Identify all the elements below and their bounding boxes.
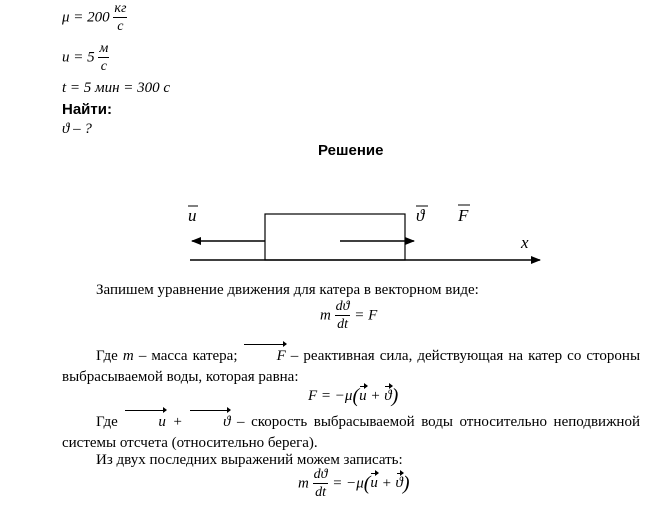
- p3-where: Где: [96, 414, 118, 430]
- equation-2: F = −μ(u + ϑ): [308, 385, 399, 407]
- eq1-fraction: [335, 300, 351, 332]
- eq2-u: u: [359, 388, 367, 404]
- given-mu-den: с: [117, 19, 124, 34]
- paragraph-2: [62, 346, 640, 388]
- solution-heading: Решение: [318, 142, 384, 159]
- eq1-den: dt: [337, 317, 348, 332]
- find-label: Найти:: [62, 101, 112, 118]
- p3-u: u: [124, 412, 166, 433]
- given-t: t = 5 мин = 300 с: [62, 80, 171, 96]
- paragraph-4: Из двух последних выражений можем записать:: [96, 452, 403, 468]
- find-value: ϑ – ?: [62, 121, 92, 137]
- eq3-m: m: [298, 475, 309, 492]
- eq3-plus: +: [381, 475, 392, 492]
- boat-rect: [265, 214, 405, 260]
- paragraph-1: Запишем уравнение движения для катера в векторном виде:: [96, 282, 479, 298]
- given-u-num: м: [99, 41, 109, 56]
- eq1-rhs: = F: [354, 307, 378, 324]
- eq3-u: u: [370, 475, 378, 492]
- eq3-fraction: [313, 468, 329, 500]
- eq3-v: ϑ: [395, 475, 403, 492]
- p2-force-desc: – реактивная сила, действующая на катер со стороны выбрасываемой воды, которая равна:: [62, 348, 641, 385]
- x-label: x: [521, 233, 529, 252]
- eq3-den: dt: [315, 485, 326, 500]
- given-mu-lhs: μ = 200: [62, 9, 110, 26]
- p2-where: Где: [96, 348, 118, 364]
- f-label: F: [458, 206, 469, 225]
- eq1-m: m: [320, 307, 331, 324]
- eq2-lhs: F = −μ: [308, 388, 353, 404]
- given-mu-fraction: [113, 2, 127, 34]
- p2-m: m: [122, 348, 134, 364]
- p2-F: F: [243, 346, 286, 367]
- p3-plus: +: [172, 414, 183, 430]
- eq3-rhs: = −μ: [332, 475, 364, 492]
- eq2-plus: +: [370, 388, 381, 404]
- given-u-fraction: [98, 42, 109, 74]
- p2-mass: – масса катера;: [138, 348, 238, 364]
- p3-desc: – скорость выбрасываемой воды относительно неподвижной системы отсчета (относительно берега).: [62, 414, 640, 451]
- u-label: u: [188, 206, 197, 225]
- v-label: ϑ: [416, 206, 425, 225]
- given-mu: [62, 2, 127, 34]
- given-u: [62, 42, 109, 74]
- eq1-num: dϑ: [335, 299, 350, 314]
- equation-3: m $\frac{dϑ}{dt}$ = −μ(u + ϑ): [298, 467, 410, 500]
- given-u-lhs: u = 5: [62, 49, 95, 66]
- equation-1: [320, 300, 377, 332]
- motion-diagram: [0, 196, 666, 286]
- p3-v: ϑ: [189, 412, 230, 433]
- given-mu-num: кг: [114, 1, 127, 16]
- given-u-den: с: [100, 59, 107, 74]
- paragraph-3: [62, 412, 640, 454]
- eq2-v: ϑ: [384, 388, 392, 404]
- eq3-num: dϑ: [313, 467, 328, 482]
